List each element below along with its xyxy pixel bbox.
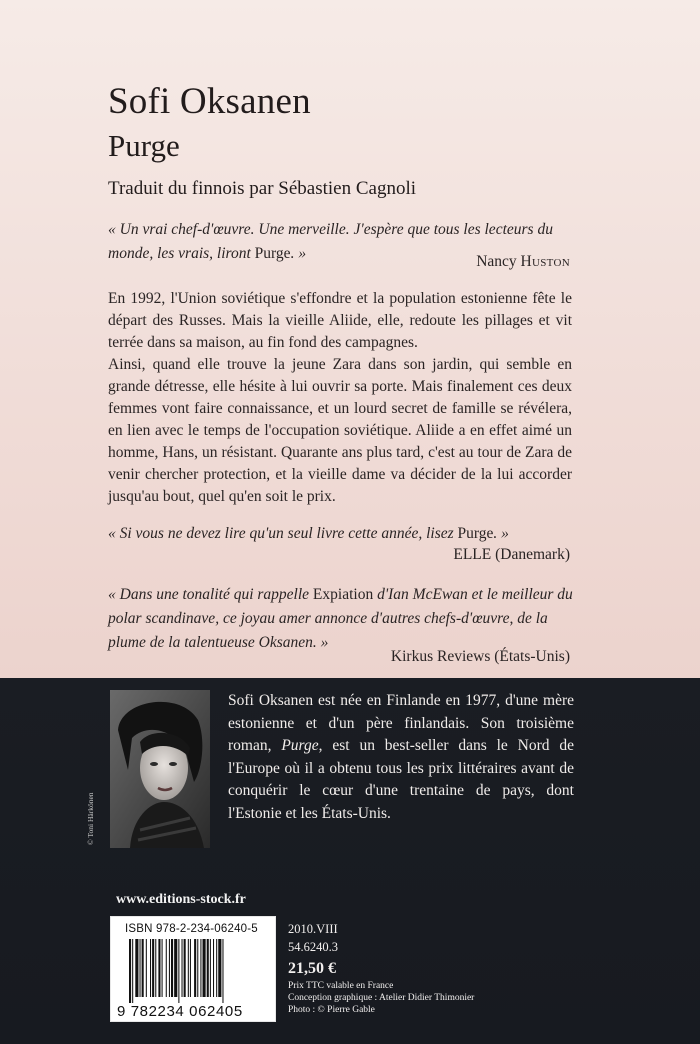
isbn-label: ISBN 978-2-234-06240-5 [125,923,258,935]
press-quote-3 [108,583,574,655]
design-credit: Conception graphique : Atelier Didier Thimonier [288,993,475,1003]
cover-photo-credit: Photo : © Pierre Gable [288,1005,375,1015]
attribution-first-name: Nancy [476,253,521,270]
press-quote-3-attribution: Kirkus Reviews (États-Unis) [390,648,570,665]
photo-credit-vertical: © Toni Härkönen [86,792,95,845]
translator-credit: Traduit du finnois par Sébastien Cagnoli [108,178,417,199]
press-quote-3-end: d'Ian McEwan et le meilleur du polar scandinave, ce joyau amer annonce d'autres chefs-d'œuvre, de la plume de la talentueuse Oksanen. » [108,586,573,651]
author-bio-text: Sofi Oksanen est née en Finlande en 1977, d'une mère estonienne et d'un père finlandais. Son troisième roman, [228,692,574,754]
summary-paragraph-2: Ainsi, quand elle trouve la jeune Zara dans son jardin, qui semble en grande détresse, elle hésite à lui ouvrir sa porte. Mais finalement ces deux femmes vont faire connaissance, et un lourd secret de famille se révélera, en lien avec le temps de l'occupation soviétique. Aliide a en effet aimé un homme, Hans, un résistant. Quarante ans plus tard, c'est au tour de Zara de venir chercher protection, et la vieille dame va décider de la lui accorder jusqu'au bout, quel qu'en soit le prix. [108,356,572,505]
press-quote-2-text: « Si vous ne devez lire qu'un seul livre cette année, lisez [108,525,458,542]
press-quote-1-title: Purge [254,245,291,262]
price: 21,50 € [288,960,336,977]
barcode-icon [129,939,259,1003]
price-note: Prix TTC valable en France [288,981,394,991]
price-info [288,920,474,1016]
author-bio-text-end: , est un best-seller dans le Nord de l'Europe où il a obtenu tous les prix littéraires avant de conquérir le cœur d'une trentaine de pays, dont l'Estonie et les États-Unis. [228,737,574,822]
edition-code: 2010.VIII [288,922,338,936]
author-name: Sofi Oksanen [108,81,311,122]
press-quote-2 [108,522,574,546]
author-bio [228,690,574,825]
press-quote-2-attribution: ELLE (Danemark) [453,546,570,563]
press-quote-2-title: Purge [457,525,494,542]
publisher-website[interactable]: www.editions-stock.fr [116,892,246,907]
press-quote-1-attribution [476,253,570,271]
book-summary [108,288,572,508]
press-quote-3-title: Expiation [312,586,374,603]
attribution-surname: Huston [520,253,570,270]
press-quote-3-text: « Dans une tonalité qui rappelle [108,586,313,603]
author-bio-title: Purge [281,737,319,754]
summary-paragraph-1: En 1992, l'Union soviétique s'effondre et la population estonienne fête le départ des Russes. Mais la vieille Aliide, elle, redoute les pillages et vit terrée dans sa maison, au fin fond des campagnes. [108,290,572,351]
press-quote-1-end: . » [290,245,307,262]
barcode-box [110,916,276,1022]
book-title: Purge [108,128,180,163]
press-quote-1-text: « Un vrai chef-d'œuvre. Une merveille. J'espère que tous les lecteurs du monde, les vrais, liront [108,221,553,262]
press-quote-2-end: . » [493,525,509,542]
author-portrait-image [110,690,210,848]
author-photo [110,690,210,848]
ean-number: 9 782234 062405 [117,1003,243,1020]
catalog-code: 54.6240.3 [288,940,338,954]
